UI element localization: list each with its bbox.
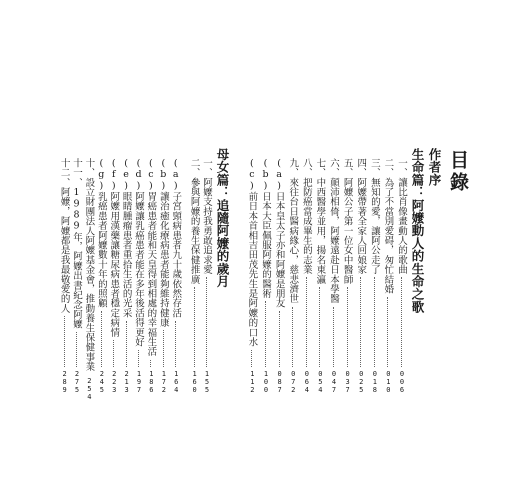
entry-title: (a)子宮頸病患者九十歲依然存活 <box>170 158 182 318</box>
entry-title: (c)前日本首相吉田茂先生是阿嬤的口水 <box>246 158 258 347</box>
entry-title: (f)阿嬤用漢藥讓糖尿病患者穩定病情 <box>108 158 120 338</box>
dot-leader <box>206 277 207 367</box>
page-number: 037 <box>343 370 352 394</box>
page-number: 254 <box>85 377 94 402</box>
entry-title: (d)阿嬤讓乳癌患者能在多年後活得更好 <box>133 158 144 347</box>
entry-title: (a)日本皇太子亦和阿嬤是朋友 <box>273 158 285 308</box>
dot-leader <box>113 340 114 367</box>
dot-leader <box>306 277 307 367</box>
section-heading <box>214 148 230 398</box>
entry-title: 一、阿嬤支持我勇敢追求愛 <box>201 158 212 275</box>
dot-leader <box>292 307 293 368</box>
entry-title: 一、讓比肖像畫動人的歌曲 <box>396 158 407 275</box>
entry-title: 二、參與阿嬤的養生保健推廣 <box>188 158 200 285</box>
toc-entry[interactable] <box>395 158 408 394</box>
entry-title: (g)乳癌患者阿嬤數十年的照顧 <box>95 158 107 308</box>
entry-title: (b)讓治癒化療病患者能夠維持健康 <box>157 158 169 328</box>
toc-entry[interactable] <box>327 158 340 394</box>
toc-entry[interactable] <box>200 158 213 394</box>
toc-entry[interactable] <box>144 158 157 394</box>
entry-title: (e)眼睛腫瘤患者重拾生活的光采 <box>120 158 132 318</box>
entry-title: 三、無知的愛，讓阿公走了 <box>368 158 380 275</box>
page-number: 160 <box>190 370 199 394</box>
dot-leader <box>138 350 139 367</box>
dot-leader <box>150 360 151 368</box>
page-title: 目錄 <box>447 150 469 194</box>
dot-leader <box>333 307 334 368</box>
dot-leader <box>360 277 361 367</box>
entry-title: 十、設立財團法人阿嬤基金會，推動養生保健事業 <box>83 158 95 372</box>
dot-leader <box>251 350 252 367</box>
section-heading <box>409 148 425 398</box>
entry-title: 二、為了不當別愛碍，匆忙結婚 <box>382 158 394 294</box>
dot-leader <box>265 301 266 367</box>
toc-entry[interactable] <box>245 158 258 394</box>
toc-entry[interactable] <box>300 158 313 394</box>
entry-title: 八、把防癌當成畢生的志業 <box>300 158 312 275</box>
page-number: 025 <box>357 370 366 394</box>
toc-entry[interactable] <box>107 158 120 394</box>
dot-leader <box>279 311 280 367</box>
page-number: 100 <box>262 370 270 394</box>
toc-entry[interactable] <box>354 158 367 394</box>
toc-entry[interactable] <box>157 158 170 394</box>
page-number: 006 <box>398 370 406 394</box>
toc-entry[interactable] <box>169 158 182 394</box>
page-number: 197 <box>135 370 143 394</box>
entry-title: 作者序 <box>427 148 442 187</box>
page-number: 289 <box>60 370 69 394</box>
toc-entry[interactable] <box>120 158 133 394</box>
page-number: 186 <box>147 370 156 394</box>
page-number: 047 <box>330 370 338 394</box>
page-number: 155 <box>203 370 211 394</box>
toc-entry[interactable] <box>188 158 201 394</box>
toc-entry[interactable] <box>341 158 354 394</box>
page-number: 010 <box>384 370 393 394</box>
entry-title: 七、中西醫學並用，揚名東瀛 <box>314 158 326 285</box>
toc-entry[interactable] <box>82 158 95 402</box>
page-number: 112 <box>248 370 257 394</box>
dot-leader <box>347 287 348 367</box>
dot-leader <box>387 297 388 367</box>
page-number: 223 <box>110 370 119 394</box>
entry-title: 生命篇：阿嬤動人的生命之歌 <box>410 148 425 314</box>
page-number: 213 <box>122 370 131 394</box>
dot-leader <box>76 332 77 367</box>
entry-title: 六、顛沛相倚，阿嬤遠赴日本學醫 <box>328 158 339 304</box>
page-number: 064 <box>302 370 311 394</box>
toc-entry[interactable] <box>259 158 272 394</box>
section-heading <box>426 148 442 398</box>
page-number: 172 <box>159 370 168 394</box>
dot-leader <box>401 277 402 367</box>
dot-leader <box>319 287 320 367</box>
toc-entry[interactable] <box>70 158 83 394</box>
page-number: 245 <box>97 370 106 394</box>
toc-entry[interactable] <box>273 158 286 394</box>
page-number: 087 <box>275 370 284 394</box>
dot-leader <box>101 311 102 367</box>
toc-entry[interactable] <box>313 158 326 394</box>
page-number: 018 <box>370 370 379 394</box>
entry-title: 四、阿嬤帶著全家人回娘家 <box>355 158 367 275</box>
entry-title: (b)日本大臣佩服阿嬤的醫術 <box>260 158 271 299</box>
dot-leader <box>374 277 375 367</box>
page-number: 072 <box>289 370 298 394</box>
dot-leader <box>126 321 127 367</box>
toc-entry[interactable] <box>286 158 299 394</box>
page-number: 275 <box>73 370 81 394</box>
entry-title: 九、來往台日醫病緣心，慈悲濟世 <box>287 158 299 304</box>
toc-entry[interactable] <box>95 158 108 394</box>
entry-title: 十二、阿嬤，阿嬤都是我最敬愛的人 <box>58 158 70 314</box>
entry-title: 五、阿嬤公子第一位女中醫師 <box>341 158 353 285</box>
dot-leader <box>64 316 65 367</box>
dot-leader <box>175 321 176 367</box>
toc-entry[interactable] <box>132 158 145 394</box>
page-number: 164 <box>172 370 181 394</box>
toc-entry[interactable] <box>381 158 394 394</box>
page-number: 054 <box>316 370 325 394</box>
entry-title: (c)胃癌患者能和天皇得到相處的幸福生活 <box>145 158 157 357</box>
toc-entry[interactable] <box>368 158 381 394</box>
entry-title: 母女篇：追隨阿嬤的歲月 <box>215 148 230 288</box>
dot-leader <box>194 287 195 367</box>
toc-entry[interactable] <box>58 158 71 394</box>
entry-title: 十一、1989年，阿嬤出書紀念阿嬤 <box>71 158 82 329</box>
dot-leader <box>163 330 164 367</box>
